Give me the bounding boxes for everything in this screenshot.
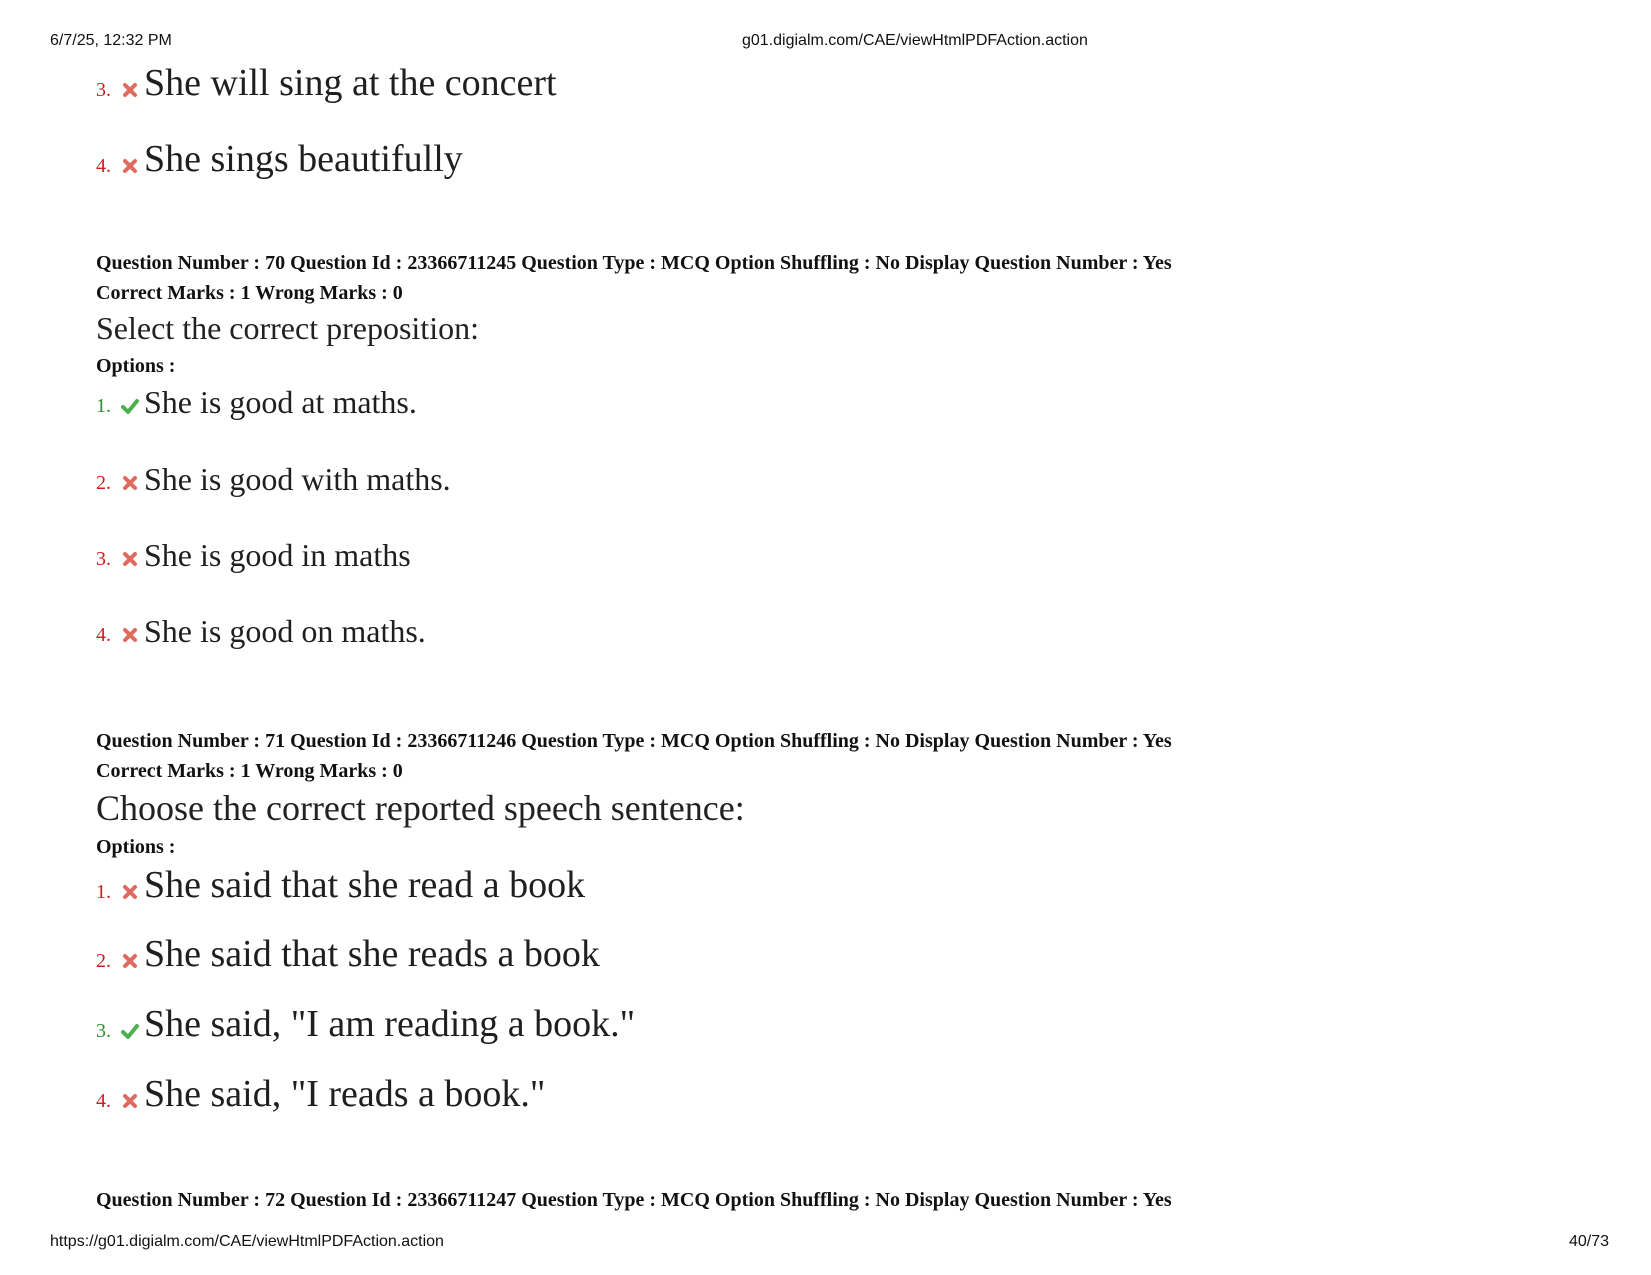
cross-icon bbox=[120, 156, 140, 176]
question-marks: Correct Marks : 1 Wrong Marks : 0 bbox=[96, 760, 403, 782]
option-number: 3. bbox=[96, 548, 111, 570]
options-label: Options : bbox=[96, 836, 176, 858]
option-text: She said, "I am reading a book." bbox=[144, 1003, 636, 1045]
question-text: Choose the correct reported speech sentence: bbox=[96, 788, 745, 828]
cross-icon bbox=[120, 882, 140, 902]
option-number: 4. bbox=[96, 624, 111, 646]
option-text: She is good in maths bbox=[144, 537, 411, 573]
question-meta: Question Number : 70 Question Id : 23366711245 Question Type : MCQ Option Shuffling : No Display Question Number : Yes bbox=[96, 252, 1172, 274]
page-number: 40/73 bbox=[1568, 1233, 1609, 1250]
option-text: She is good on maths. bbox=[144, 613, 426, 649]
option-number: 3. bbox=[96, 1020, 111, 1042]
option-number: 4. bbox=[96, 1090, 111, 1112]
question-text: Select the correct preposition: bbox=[96, 310, 479, 346]
cross-icon bbox=[120, 549, 140, 569]
option-item bbox=[96, 463, 451, 495]
option-text: She is good with maths. bbox=[144, 461, 451, 497]
cross-icon bbox=[120, 951, 140, 971]
option-item bbox=[96, 1075, 545, 1113]
cross-icon bbox=[120, 473, 140, 493]
options-label: Options : bbox=[96, 355, 176, 377]
option-item bbox=[96, 1005, 635, 1043]
option-text: She said that she read a book bbox=[144, 864, 586, 906]
option-item bbox=[96, 615, 426, 647]
cross-icon bbox=[120, 80, 140, 100]
option-text: She is good at maths. bbox=[144, 384, 417, 420]
option-item bbox=[96, 866, 585, 904]
option-number: 4. bbox=[96, 155, 111, 177]
option-text: She sings beautifully bbox=[144, 138, 463, 180]
option-number: 1. bbox=[96, 881, 111, 903]
footer-url: https://g01.digialm.com/CAE/viewHtmlPDFAction.action bbox=[50, 1233, 444, 1250]
option-number: 2. bbox=[96, 472, 111, 494]
option-text: She said that she reads a book bbox=[144, 933, 600, 975]
cross-icon bbox=[120, 1091, 140, 1111]
print-url: g01.digialm.com/CAE/viewHtmlPDFAction.action bbox=[742, 32, 1088, 49]
option-item bbox=[96, 140, 463, 178]
option-item bbox=[96, 539, 411, 571]
option-text: She said, "I reads a book." bbox=[144, 1073, 546, 1115]
question-marks: Correct Marks : 1 Wrong Marks : 0 bbox=[96, 282, 403, 304]
option-number: 3. bbox=[96, 79, 111, 101]
option-item bbox=[96, 386, 417, 418]
question-meta: Question Number : 71 Question Id : 23366711246 Question Type : MCQ Option Shuffling : No Display Question Number : Yes bbox=[96, 730, 1172, 752]
check-icon bbox=[120, 396, 140, 416]
print-datetime: 6/7/25, 12:32 PM bbox=[50, 32, 172, 49]
option-item bbox=[96, 64, 557, 102]
option-number: 1. bbox=[96, 395, 111, 417]
check-icon bbox=[120, 1021, 140, 1041]
option-text: She will sing at the concert bbox=[144, 62, 557, 104]
option-item bbox=[96, 935, 600, 973]
cross-icon bbox=[120, 625, 140, 645]
question-meta: Question Number : 72 Question Id : 23366711247 Question Type : MCQ Option Shuffling : No Display Question Number : Yes bbox=[96, 1189, 1172, 1211]
option-number: 2. bbox=[96, 950, 111, 972]
